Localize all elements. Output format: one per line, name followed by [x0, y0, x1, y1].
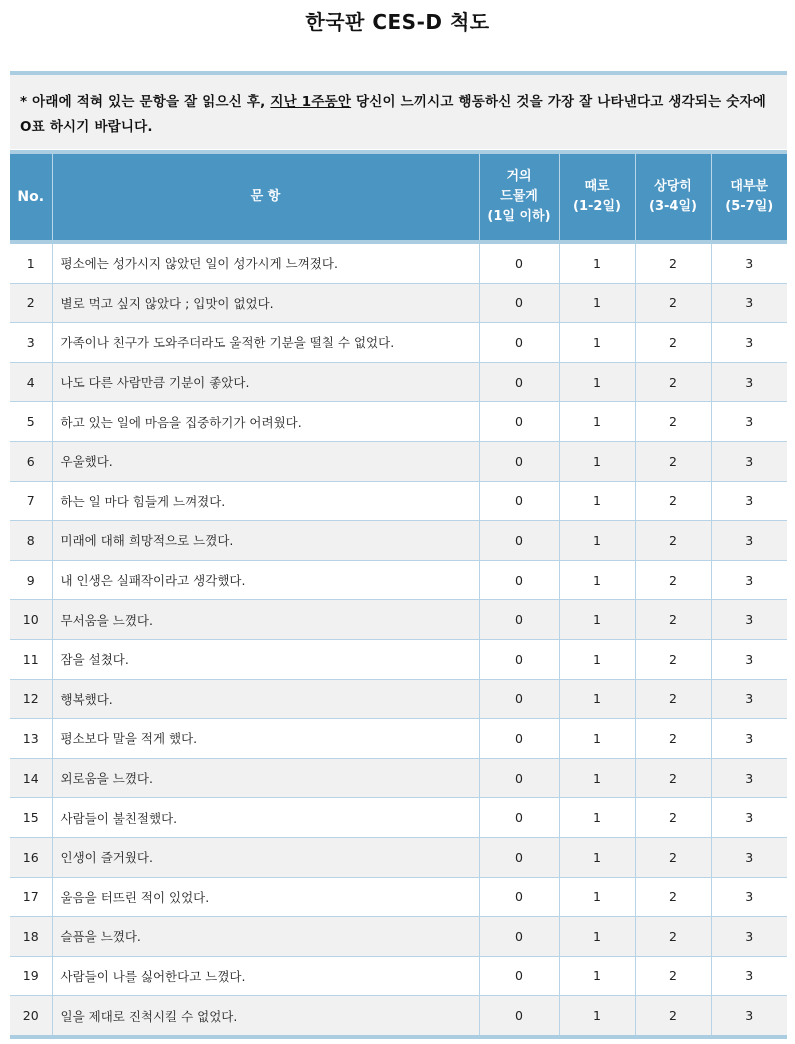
score-0-cell[interactable]: 0 [479, 441, 559, 481]
instruction-suffix: 당신이 느끼시고 행동하신 것을 가장 잘 나타낸다고 생각되는 숫자에 O표 하시기 바랍니다. [20, 94, 766, 135]
header-sometimes-line1: 때로 [584, 179, 610, 194]
table-row [10, 679, 787, 719]
table-row [10, 402, 787, 442]
table-row [10, 639, 787, 679]
row-item-text: 잠을 설쳤다. [52, 639, 479, 679]
score-3-cell[interactable]: 3 [711, 402, 787, 442]
score-0-cell[interactable]: 0 [479, 639, 559, 679]
score-2-cell[interactable]: 2 [635, 679, 711, 719]
score-3-cell[interactable]: 3 [711, 837, 787, 877]
score-3-cell[interactable]: 3 [711, 323, 787, 363]
score-0-cell[interactable]: 0 [479, 758, 559, 798]
score-3-cell[interactable]: 3 [711, 441, 787, 481]
score-3-cell[interactable]: 3 [711, 917, 787, 957]
row-number: 7 [10, 481, 52, 521]
score-3-cell[interactable]: 3 [711, 956, 787, 996]
score-0-cell[interactable]: 0 [479, 323, 559, 363]
table-row [10, 441, 787, 481]
row-number: 19 [10, 956, 52, 996]
score-0-cell[interactable]: 0 [479, 521, 559, 561]
row-number: 16 [10, 837, 52, 877]
instruction-prefix: * 아래에 적혀 있는 문항을 잘 읽으신 후, [20, 94, 271, 110]
row-item-text: 별로 먹고 싶지 않았다 ; 입맛이 없었다. [52, 283, 479, 323]
row-item-text: 사람들이 나를 싫어한다고 느꼈다. [52, 956, 479, 996]
row-number: 1 [10, 242, 52, 283]
row-item-text: 나도 다른 사람만큼 기분이 좋았다. [52, 362, 479, 402]
score-1-cell[interactable]: 1 [559, 798, 635, 838]
score-1-cell[interactable]: 1 [559, 758, 635, 798]
score-1-cell[interactable]: 1 [559, 362, 635, 402]
table-row [10, 996, 787, 1037]
score-0-cell[interactable]: 0 [479, 956, 559, 996]
score-0-cell[interactable]: 0 [479, 402, 559, 442]
score-0-cell[interactable]: 0 [479, 719, 559, 759]
row-item-text: 하고 있는 일에 마음을 집중하기가 어려웠다. [52, 402, 479, 442]
score-2-cell[interactable]: 2 [635, 837, 711, 877]
page-title: 한국판 CES-D 척도 [305, 10, 490, 34]
header-rarely-line1: 거의 [506, 169, 532, 184]
row-number: 9 [10, 560, 52, 600]
table-row [10, 917, 787, 957]
header-rarely-line3: (1일 이하) [487, 209, 551, 224]
score-2-cell[interactable]: 2 [635, 283, 711, 323]
score-2-cell[interactable]: 2 [635, 323, 711, 363]
table-row [10, 758, 787, 798]
score-0-cell[interactable]: 0 [479, 917, 559, 957]
row-number: 15 [10, 798, 52, 838]
score-1-cell[interactable]: 1 [559, 877, 635, 917]
row-number: 5 [10, 402, 52, 442]
row-item-text: 슬픔을 느꼈다. [52, 917, 479, 957]
score-3-cell[interactable]: 3 [711, 877, 787, 917]
score-1-cell[interactable]: 1 [559, 679, 635, 719]
score-2-cell[interactable]: 2 [635, 481, 711, 521]
row-number: 11 [10, 639, 52, 679]
score-2-cell[interactable]: 2 [635, 798, 711, 838]
score-1-cell[interactable]: 1 [559, 242, 635, 283]
table-row [10, 323, 787, 363]
score-0-cell[interactable]: 0 [479, 362, 559, 402]
score-2-cell[interactable]: 2 [635, 362, 711, 402]
table-row [10, 481, 787, 521]
header-mostly [711, 152, 787, 242]
score-3-cell[interactable]: 3 [711, 362, 787, 402]
score-3-cell[interactable]: 3 [711, 996, 787, 1037]
score-1-cell[interactable]: 1 [559, 600, 635, 640]
score-0-cell[interactable]: 0 [479, 600, 559, 640]
score-0-cell[interactable]: 0 [479, 242, 559, 283]
row-number: 12 [10, 679, 52, 719]
header-often-line2: (3-4일) [649, 199, 697, 214]
row-number: 20 [10, 996, 52, 1037]
row-number: 3 [10, 323, 52, 363]
row-item-text: 내 인생은 실패작이라고 생각했다. [52, 560, 479, 600]
row-number: 2 [10, 283, 52, 323]
row-number: 18 [10, 917, 52, 957]
header-no: No. [10, 152, 52, 242]
score-3-cell[interactable]: 3 [711, 679, 787, 719]
row-item-text: 울음을 터뜨린 적이 있었다. [52, 877, 479, 917]
score-0-cell[interactable]: 0 [479, 679, 559, 719]
score-3-cell[interactable]: 3 [711, 521, 787, 561]
score-0-cell[interactable]: 0 [479, 837, 559, 877]
score-3-cell[interactable]: 3 [711, 798, 787, 838]
score-2-cell[interactable]: 2 [635, 402, 711, 442]
score-1-cell[interactable]: 1 [559, 917, 635, 957]
row-item-text: 우울했다. [52, 441, 479, 481]
score-0-cell[interactable]: 0 [479, 996, 559, 1037]
score-0-cell[interactable]: 0 [479, 798, 559, 838]
header-sometimes [559, 152, 635, 242]
table-row [10, 956, 787, 996]
row-item-text: 행복했다. [52, 679, 479, 719]
score-1-cell[interactable]: 1 [559, 283, 635, 323]
row-number: 13 [10, 719, 52, 759]
score-1-cell[interactable]: 1 [559, 996, 635, 1037]
row-item-text: 하는 일 마다 힘들게 느껴졌다. [52, 481, 479, 521]
row-number: 8 [10, 521, 52, 561]
score-2-cell[interactable]: 2 [635, 917, 711, 957]
table-row [10, 600, 787, 640]
row-item-text: 무서움을 느꼈다. [52, 600, 479, 640]
table-row [10, 283, 787, 323]
score-1-cell[interactable]: 1 [559, 402, 635, 442]
score-0-cell[interactable]: 0 [479, 481, 559, 521]
score-1-cell[interactable]: 1 [559, 323, 635, 363]
row-item-text: 사람들이 불친절했다. [52, 798, 479, 838]
score-2-cell[interactable]: 2 [635, 758, 711, 798]
header-often-line1: 상당히 [654, 179, 692, 194]
row-item-text: 가족이나 친구가 도와주더라도 울적한 기분을 떨칠 수 없었다. [52, 323, 479, 363]
table-row [10, 719, 787, 759]
row-number: 14 [10, 758, 52, 798]
score-3-cell[interactable]: 3 [711, 481, 787, 521]
score-2-cell[interactable]: 2 [635, 600, 711, 640]
score-2-cell[interactable]: 2 [635, 560, 711, 600]
header-mostly-line2: (5-7일) [725, 199, 774, 214]
score-0-cell[interactable]: 0 [479, 283, 559, 323]
score-3-cell[interactable]: 3 [711, 560, 787, 600]
score-2-cell[interactable]: 2 [635, 996, 711, 1037]
score-1-cell[interactable]: 1 [559, 441, 635, 481]
score-3-cell[interactable]: 3 [711, 600, 787, 640]
score-3-cell[interactable]: 3 [711, 639, 787, 679]
row-number: 4 [10, 362, 52, 402]
table-row [10, 362, 787, 402]
row-item-text: 인생이 즐거웠다. [52, 837, 479, 877]
row-item-text: 평소에는 성가시지 않았던 일이 성가시게 느껴졌다. [52, 242, 479, 283]
score-2-cell[interactable]: 2 [635, 639, 711, 679]
instruction-box [10, 71, 787, 149]
header-item: 문 항 [52, 152, 479, 242]
score-1-cell[interactable]: 1 [559, 837, 635, 877]
score-3-cell[interactable]: 3 [711, 719, 787, 759]
row-item-text: 미래에 대해 희망적으로 느꼈다. [52, 521, 479, 561]
header-rarely [479, 152, 559, 242]
score-2-cell[interactable]: 2 [635, 242, 711, 283]
row-item-text: 외로움을 느꼈다. [52, 758, 479, 798]
score-2-cell[interactable]: 2 [635, 719, 711, 759]
header-rarely-line2: 드물게 [500, 189, 538, 204]
table-row [10, 877, 787, 917]
row-number: 10 [10, 600, 52, 640]
score-2-cell[interactable]: 2 [635, 877, 711, 917]
score-1-cell[interactable]: 1 [559, 560, 635, 600]
score-0-cell[interactable]: 0 [479, 877, 559, 917]
table-row [10, 521, 787, 561]
row-number: 6 [10, 441, 52, 481]
header-mostly-line1: 대부분 [730, 179, 769, 194]
score-2-cell[interactable]: 2 [635, 521, 711, 561]
ces-d-table [10, 150, 787, 1039]
score-2-cell[interactable]: 2 [635, 441, 711, 481]
row-item-text: 일을 제대로 진척시킬 수 없었다. [52, 996, 479, 1037]
header-sometimes-line2: (1-2일) [573, 199, 621, 214]
score-1-cell[interactable]: 1 [559, 956, 635, 996]
score-1-cell[interactable]: 1 [559, 521, 635, 561]
instruction-emphasis: 지난 1주동안 [270, 94, 352, 110]
score-3-cell[interactable]: 3 [711, 242, 787, 283]
score-3-cell[interactable]: 3 [711, 758, 787, 798]
score-1-cell[interactable]: 1 [559, 719, 635, 759]
score-3-cell[interactable]: 3 [711, 283, 787, 323]
row-number: 17 [10, 877, 52, 917]
header-often [635, 152, 711, 242]
table-row [10, 798, 787, 838]
table-row [10, 560, 787, 600]
table-header-row [10, 152, 787, 242]
score-1-cell[interactable]: 1 [559, 481, 635, 521]
score-2-cell[interactable]: 2 [635, 956, 711, 996]
score-0-cell[interactable]: 0 [479, 560, 559, 600]
score-1-cell[interactable]: 1 [559, 639, 635, 679]
table-row [10, 242, 787, 283]
table-row [10, 837, 787, 877]
row-item-text: 평소보다 말을 적게 했다. [52, 719, 479, 759]
